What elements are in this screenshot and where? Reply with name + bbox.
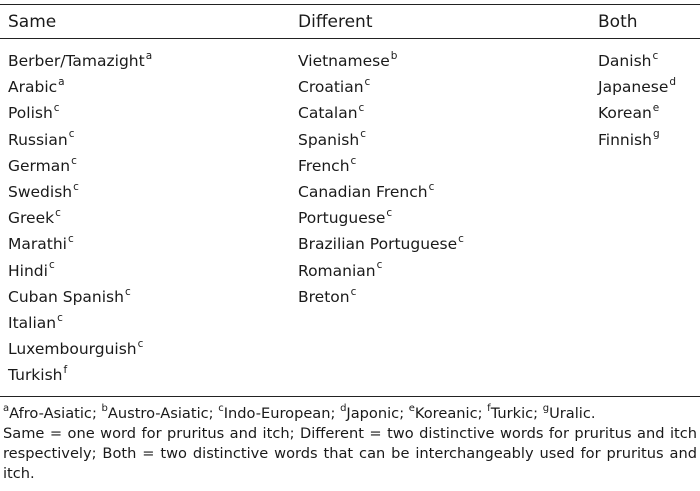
header-different: Different	[298, 12, 373, 32]
language-family-mark: c	[68, 128, 75, 141]
language-family-mark: c	[71, 154, 77, 167]
column-both	[598, 50, 676, 155]
language-family-mark: c	[458, 233, 464, 246]
header-both: Both	[598, 12, 638, 32]
language-family-mark: c	[55, 206, 61, 219]
legend-family: Afro-Asiatic;	[9, 405, 102, 422]
legend-family: Austro-Asiatic;	[107, 405, 219, 422]
language-name: Croatian	[298, 78, 364, 97]
language-family-mark: c	[358, 102, 365, 115]
legend-mark: a	[3, 403, 10, 415]
language-cell	[8, 50, 152, 76]
language-family-mark: a	[145, 49, 153, 62]
language-family-mark: e	[652, 102, 660, 115]
column-same	[8, 50, 152, 390]
language-name: Breton	[298, 287, 350, 306]
legend-family: Japonic;	[346, 405, 409, 422]
language-family-mark: c	[124, 285, 131, 298]
language-cell	[8, 181, 152, 207]
language-cell	[8, 233, 152, 259]
legend-mark: e	[408, 403, 415, 415]
language-family-mark: c	[137, 337, 144, 350]
language-name: Swedish	[8, 182, 73, 201]
legend-mark: g	[542, 403, 550, 415]
language-name: Danish	[598, 52, 652, 70]
legend-family: Turkic;	[490, 405, 543, 422]
language-cell	[298, 50, 464, 76]
legend-mark: f	[487, 403, 491, 415]
language-cell	[298, 233, 464, 259]
language-cell	[8, 129, 152, 155]
language-cell	[8, 260, 152, 286]
language-cell	[8, 155, 152, 181]
language-name: Greek	[8, 209, 55, 228]
language-cell	[298, 76, 464, 102]
language-family-mark: c	[67, 233, 74, 246]
legend-family: Indo-European;	[223, 405, 341, 422]
language-name: German	[8, 156, 71, 175]
footnote-text: Same = one word for pruritus and itch; Different = two distinctive words for pruritus and itch respectively; Both = two distinctive words that can be interchangeably used for pruritus and itch.	[3, 425, 697, 482]
language-family-mark: c	[360, 128, 366, 141]
language-family-mark: c	[428, 180, 435, 193]
language-cell	[298, 102, 464, 128]
language-name: Arabic	[8, 78, 58, 97]
language-name: Catalan	[298, 104, 358, 123]
language-name: Italian	[8, 313, 57, 332]
language-name: Berber/Tamazight	[8, 52, 145, 70]
language-name: Cuban Spanish	[8, 287, 124, 306]
language-cell	[8, 207, 152, 233]
language-cell	[8, 76, 152, 102]
language-name: French	[298, 156, 350, 175]
legend-mark: b	[101, 403, 108, 415]
language-family-mark: c	[350, 285, 357, 298]
footnote-legend	[3, 404, 697, 424]
language-name: Finnish	[598, 130, 652, 149]
table-top-rule	[0, 4, 700, 5]
language-cell	[298, 207, 464, 233]
language-family-mark: d	[669, 76, 677, 89]
language-family-mark: c	[376, 259, 383, 272]
language-cell	[298, 129, 464, 155]
language-name: Turkish	[8, 366, 63, 385]
language-family-mark: c	[386, 206, 393, 219]
language-cell	[598, 102, 676, 128]
language-cell	[298, 155, 464, 181]
language-name: Polish	[8, 104, 53, 123]
language-family-mark: c	[73, 180, 79, 193]
language-cell	[8, 286, 152, 312]
legend-mark: c	[218, 403, 224, 415]
language-cell	[8, 364, 152, 390]
legend-family: Koreanic;	[414, 405, 488, 422]
language-name: Romanian	[298, 261, 376, 280]
language-family-mark: b	[390, 49, 398, 62]
language-cell	[8, 102, 152, 128]
language-cell	[298, 286, 464, 312]
header-rule	[0, 38, 700, 39]
language-name: Spanish	[298, 130, 360, 149]
language-name: Brazilian Portuguese	[298, 235, 458, 254]
language-family-mark: a	[58, 76, 65, 89]
language-family-mark: c	[350, 154, 357, 167]
language-name: Russian	[8, 130, 68, 149]
language-cell	[298, 181, 464, 207]
language-cell	[298, 260, 464, 286]
legend-mark: d	[340, 403, 347, 415]
language-name: Luxembourguish	[8, 340, 137, 359]
language-family-mark: c	[48, 259, 55, 272]
legend-family: Uralic.	[549, 405, 596, 422]
language-cell	[598, 129, 676, 155]
language-name: Korean	[598, 104, 652, 123]
language-family-mark: c	[364, 76, 371, 89]
language-family-mark: c	[652, 49, 659, 62]
language-family-mark: f	[63, 364, 68, 377]
language-cell	[8, 338, 152, 364]
language-name: Marathi	[8, 235, 67, 254]
language-name: Hindi	[8, 261, 48, 280]
language-cell	[598, 50, 676, 76]
column-different	[298, 50, 464, 312]
language-cell	[598, 76, 676, 102]
language-name: Japanese	[598, 78, 669, 97]
language-family-mark: c	[53, 102, 60, 115]
table-footnote	[3, 404, 697, 484]
language-name: Portuguese	[298, 209, 386, 228]
language-name: Vietnamese	[298, 52, 390, 70]
table-bottom-rule	[0, 396, 700, 397]
header-same: Same	[8, 12, 57, 32]
language-name: Canadian French	[298, 182, 428, 201]
language-cell	[8, 312, 152, 338]
language-family-mark: c	[57, 311, 63, 324]
language-family-mark: g	[652, 128, 660, 141]
